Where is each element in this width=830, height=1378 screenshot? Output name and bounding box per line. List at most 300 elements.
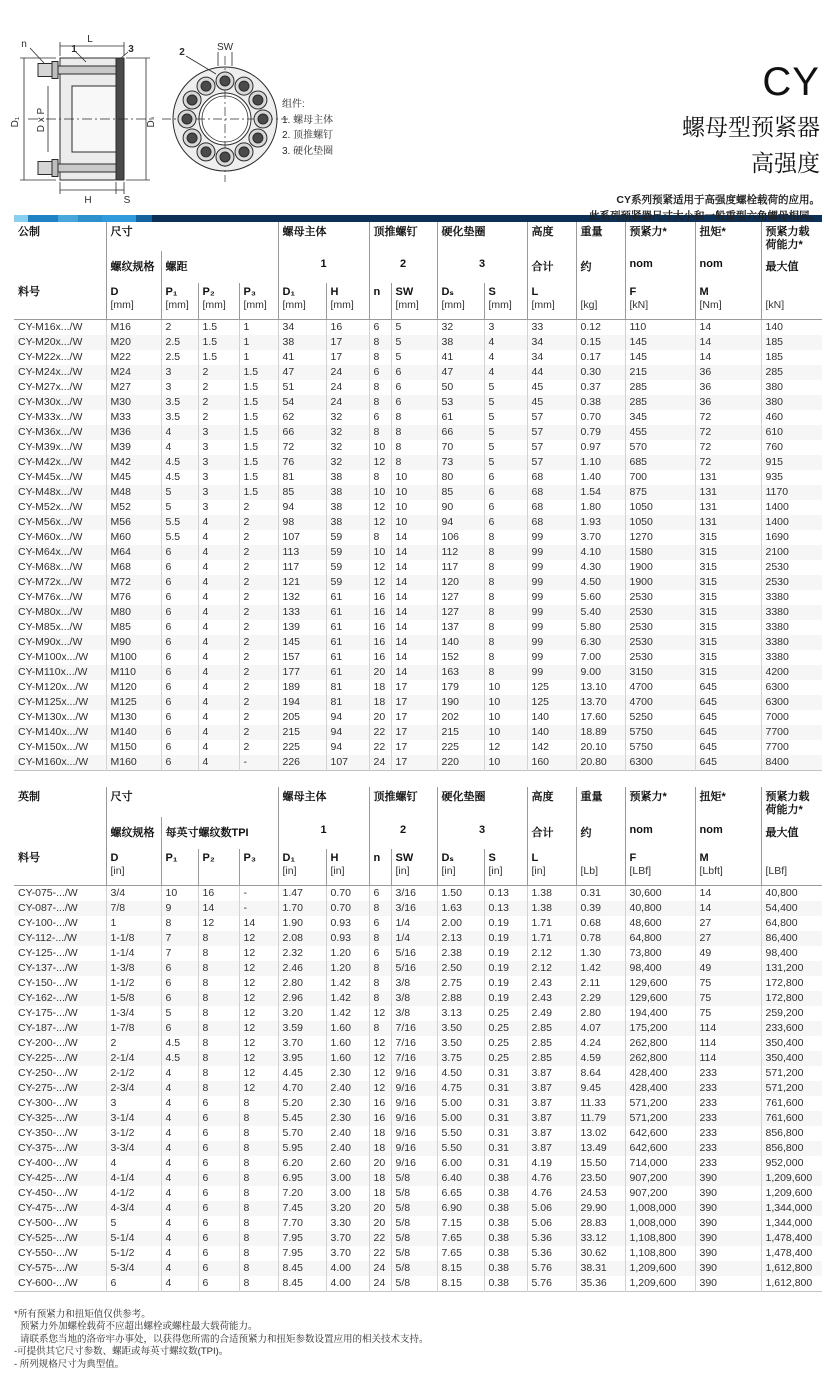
value-cell: 68 <box>527 500 576 515</box>
jackbolt-icon <box>201 147 211 157</box>
value-cell: 350,400 <box>761 1051 822 1066</box>
value-cell: 390 <box>695 1231 761 1246</box>
column-header: H [in] <box>326 849 369 886</box>
part-number-cell: CY-M45x.../W <box>18 471 83 484</box>
value-cell: 8 <box>198 1036 239 1051</box>
value-cell: 4 <box>161 1111 198 1126</box>
value-cell: 72 <box>695 425 761 440</box>
value-cell: 3-1/4 <box>106 1111 161 1126</box>
value-cell: 6.30 <box>576 635 625 650</box>
column-header: P₁ <box>161 849 198 886</box>
value-cell: 10 <box>484 755 527 771</box>
value-cell: 3.20 <box>278 1006 326 1021</box>
value-cell: 390 <box>695 1246 761 1261</box>
part-number-cell: CY-150-.../W <box>18 976 78 989</box>
value-cell: 2530 <box>625 605 695 620</box>
column-header: nom <box>625 817 695 849</box>
value-cell: 41 <box>437 350 484 365</box>
value-cell: 125 <box>527 695 576 710</box>
column-header <box>14 817 106 849</box>
value-cell: 2 <box>198 410 239 425</box>
value-cell: 8.15 <box>437 1276 484 1292</box>
value-cell: 5.40 <box>576 605 625 620</box>
value-cell: 38.31 <box>576 1261 625 1276</box>
value-cell: 14 <box>391 530 437 545</box>
value-cell: 8 <box>369 931 391 946</box>
value-cell: 8 <box>484 545 527 560</box>
title-block <box>589 62 820 225</box>
value-cell: 190 <box>437 695 484 710</box>
value-cell: 6 <box>161 1021 198 1036</box>
value-cell: 262,800 <box>625 1051 695 1066</box>
value-cell: 64,800 <box>761 916 822 931</box>
value-cell: 8 <box>239 1246 278 1261</box>
value-cell: 14 <box>391 575 437 590</box>
value-cell: 225 <box>437 740 484 755</box>
value-cell: 5 <box>484 440 527 455</box>
value-cell: 8 <box>484 650 527 665</box>
value-cell: 5.80 <box>576 620 625 635</box>
value-cell: 4 <box>161 1216 198 1231</box>
value-cell: 30,600 <box>625 885 695 901</box>
value-cell: 18 <box>369 680 391 695</box>
value-cell: 17.60 <box>576 710 625 725</box>
value-cell: M39 <box>106 440 161 455</box>
dim-label-H: H <box>84 195 92 206</box>
value-cell: 125 <box>527 680 576 695</box>
value-cell: 0.38 <box>484 1216 527 1231</box>
value-cell: 4 <box>198 590 239 605</box>
column-header: 重量 <box>576 222 625 251</box>
value-cell: 5750 <box>625 725 695 740</box>
value-cell: 40,800 <box>761 885 822 901</box>
value-cell: 1.38 <box>527 901 576 916</box>
value-cell: 8 <box>369 335 391 350</box>
value-cell: 99 <box>527 605 576 620</box>
value-cell: 17 <box>391 740 437 755</box>
value-cell: 4.00 <box>326 1276 369 1292</box>
table-row <box>14 740 822 755</box>
value-cell: 4.70 <box>278 1081 326 1096</box>
value-cell: 8 <box>369 1021 391 1036</box>
value-cell: 2.00 <box>437 916 484 931</box>
value-cell: 54,400 <box>761 901 822 916</box>
value-cell: 5.60 <box>576 590 625 605</box>
value-cell: 1.5 <box>239 455 278 470</box>
value-cell: M36 <box>106 425 161 440</box>
value-cell: 3380 <box>761 635 822 650</box>
value-cell: 1-3/8 <box>106 961 161 976</box>
value-cell: 2.80 <box>278 976 326 991</box>
table-row <box>14 1171 822 1186</box>
value-cell: 8 <box>198 1051 239 1066</box>
column-header: 1 <box>278 251 369 283</box>
value-cell: 3.30 <box>326 1216 369 1231</box>
value-cell: 4.00 <box>326 1261 369 1276</box>
value-cell: 12 <box>239 1066 278 1081</box>
value-cell: 3/8 <box>391 991 437 1006</box>
value-cell: 3-3/4 <box>106 1141 161 1156</box>
part-number-cell: CY-175-.../W <box>18 1006 78 1019</box>
value-cell: 51 <box>278 380 326 395</box>
value-cell: 13.70 <box>576 695 625 710</box>
value-cell: 5 <box>484 410 527 425</box>
legend-item: 3. 硬化垫圈 <box>282 145 334 157</box>
value-cell: 94 <box>326 725 369 740</box>
value-cell: M64 <box>106 545 161 560</box>
value-cell: 2 <box>239 665 278 680</box>
value-cell: 0.38 <box>484 1231 527 1246</box>
diagram-legend <box>282 97 333 159</box>
table-row <box>14 500 822 515</box>
part-label-3: 3 <box>128 44 134 55</box>
value-cell: 4 <box>198 650 239 665</box>
part-number-cell: CY-300-.../W <box>18 1096 78 1109</box>
column-header: n <box>369 849 391 886</box>
value-cell: 145 <box>625 350 695 365</box>
value-cell: 24 <box>369 1276 391 1292</box>
value-cell: 34 <box>278 320 326 336</box>
value-cell: 7/16 <box>391 1021 437 1036</box>
value-cell: 36 <box>695 395 761 410</box>
front-view <box>162 42 288 182</box>
header-row <box>14 283 822 320</box>
part-number-cell: CY-M20x.../W <box>18 336 83 349</box>
column-header: 螺纹规格 <box>106 251 161 283</box>
column-header: 尺寸 <box>106 787 278 816</box>
part-number-cell: CY-M60x.../W <box>18 531 83 544</box>
value-cell: 20.10 <box>576 740 625 755</box>
value-cell: 952,000 <box>761 1156 822 1171</box>
column-header: D₁ [mm] <box>278 283 326 320</box>
value-cell: 2 <box>161 320 198 336</box>
value-cell: 5/8 <box>391 1261 437 1276</box>
value-cell: 73,800 <box>625 946 695 961</box>
value-cell: 32 <box>326 440 369 455</box>
value-cell: 2-1/2 <box>106 1066 161 1081</box>
column-header: P₂ <box>198 849 239 886</box>
value-cell: 20 <box>369 1156 391 1171</box>
value-cell: 1.5 <box>198 320 239 336</box>
description-line-2: 此系列预紧器尺寸大小和一般重型六角螺母相同。 <box>589 209 820 222</box>
value-cell: 390 <box>695 1201 761 1216</box>
value-cell: 6300 <box>625 755 695 771</box>
value-cell: 6 <box>198 1141 239 1156</box>
table-row <box>14 991 822 1006</box>
value-cell: 6 <box>161 605 198 620</box>
value-cell: 3 <box>198 440 239 455</box>
value-cell: 2.40 <box>326 1141 369 1156</box>
dim-label-DxP: D x P <box>36 107 47 133</box>
value-cell: 175,200 <box>625 1021 695 1036</box>
value-cell: 2530 <box>625 620 695 635</box>
table-row <box>14 1141 822 1156</box>
value-cell: 6 <box>161 740 198 755</box>
value-cell: 0.31 <box>484 1081 527 1096</box>
value-cell: 1,478,400 <box>761 1246 822 1261</box>
part-number-cell: CY-400-.../W <box>18 1156 78 1169</box>
value-cell: 17 <box>326 335 369 350</box>
value-cell: 8 <box>369 350 391 365</box>
accent-bar-segment <box>102 215 136 222</box>
part-number-cell: CY-125-.../W <box>18 946 78 959</box>
part-number-cell: CY-162-.../W <box>18 991 78 1004</box>
value-cell: 7/16 <box>391 1051 437 1066</box>
value-cell: 4 <box>198 725 239 740</box>
value-cell: 20 <box>369 1201 391 1216</box>
value-cell: 140 <box>527 725 576 740</box>
value-cell: 460 <box>761 410 822 425</box>
value-cell: 0.31 <box>484 1096 527 1111</box>
table-row <box>14 605 822 620</box>
jackbolt-shaft <box>58 66 116 74</box>
part-number-cell: CY-137-.../W <box>18 961 78 974</box>
value-cell: 220 <box>437 755 484 771</box>
value-cell: 3.87 <box>527 1096 576 1111</box>
value-cell: 350,400 <box>761 1036 822 1051</box>
value-cell: 315 <box>695 575 761 590</box>
value-cell: 163 <box>437 665 484 680</box>
accent-bar-segment <box>58 215 78 222</box>
value-cell: 4.45 <box>278 1066 326 1081</box>
value-cell: 6300 <box>761 680 822 695</box>
value-cell: 12 <box>239 1021 278 1036</box>
column-header: 螺母主体 <box>278 222 369 251</box>
value-cell: 5 <box>391 350 437 365</box>
value-cell: 12 <box>369 575 391 590</box>
value-cell: 3.00 <box>326 1171 369 1186</box>
value-cell: 12 <box>369 1006 391 1021</box>
value-cell: 1.5 <box>239 365 278 380</box>
value-cell: 1,008,000 <box>625 1201 695 1216</box>
footnote-line: -可提供其它尺寸参数、螺距或每英寸螺纹数(TPI)。 <box>14 1346 229 1358</box>
value-cell: 72 <box>278 440 326 455</box>
value-cell: 3.00 <box>326 1186 369 1201</box>
column-header: 预紧力载荷能力* <box>761 787 822 816</box>
part-number-cell: CY-112-.../W <box>18 931 77 944</box>
value-cell: 185 <box>761 335 822 350</box>
value-cell: 4 <box>161 1186 198 1201</box>
value-cell: 94 <box>326 740 369 755</box>
value-cell: 10 <box>391 515 437 530</box>
value-cell: 4 <box>198 530 239 545</box>
value-cell: M48 <box>106 485 161 500</box>
value-cell: 10 <box>484 710 527 725</box>
table-row <box>14 380 822 395</box>
value-cell: 14 <box>391 560 437 575</box>
value-cell: 1 <box>239 335 278 350</box>
value-cell: 571,200 <box>625 1111 695 1126</box>
value-cell: 1.5 <box>198 350 239 365</box>
value-cell: 8 <box>239 1216 278 1231</box>
value-cell: 5750 <box>625 740 695 755</box>
value-cell: 145 <box>625 335 695 350</box>
value-cell: 8 <box>369 380 391 395</box>
jackbolt-icon <box>239 81 249 91</box>
value-cell: 4700 <box>625 680 695 695</box>
part-number-cell: CY-550-.../W <box>18 1246 78 1259</box>
value-cell: 2.38 <box>437 946 484 961</box>
column-header: 扭矩* <box>695 222 761 251</box>
value-cell: 6 <box>161 695 198 710</box>
value-cell: 49 <box>695 961 761 976</box>
value-cell: 4 <box>161 1156 198 1171</box>
table-row <box>14 590 822 605</box>
value-cell: 140 <box>437 635 484 650</box>
value-cell: 34 <box>527 335 576 350</box>
value-cell: 9/16 <box>391 1081 437 1096</box>
value-cell: 2100 <box>761 545 822 560</box>
column-header: M [Nm] <box>695 283 761 320</box>
value-cell: 8 <box>198 931 239 946</box>
value-cell: 7 <box>161 946 198 961</box>
accent-bar-segment <box>28 215 58 222</box>
value-cell: 3.5 <box>161 395 198 410</box>
value-cell: 27 <box>695 916 761 931</box>
value-cell: 5.76 <box>527 1276 576 1292</box>
value-cell: 12 <box>484 740 527 755</box>
column-header: P₂ [mm] <box>198 283 239 320</box>
value-cell: 1 <box>239 320 278 336</box>
table-row <box>14 695 822 710</box>
value-cell: 7.95 <box>278 1246 326 1261</box>
value-cell: 0.39 <box>576 901 625 916</box>
value-cell: 10 <box>369 440 391 455</box>
value-cell: 4.5 <box>161 470 198 485</box>
value-cell: 36 <box>695 380 761 395</box>
value-cell: 4.5 <box>161 1051 198 1066</box>
value-cell: 8 <box>369 530 391 545</box>
value-cell: M125 <box>106 695 161 710</box>
value-cell: 10 <box>369 545 391 560</box>
value-cell: 315 <box>695 650 761 665</box>
value-cell: 62 <box>278 410 326 425</box>
value-cell: 5.50 <box>437 1141 484 1156</box>
jackbolt-icon <box>253 95 263 105</box>
table-row <box>14 575 822 590</box>
table-row <box>14 946 822 961</box>
value-cell: 6300 <box>761 695 822 710</box>
value-cell: 9/16 <box>391 1156 437 1171</box>
value-cell: 106 <box>437 530 484 545</box>
table-row <box>14 1096 822 1111</box>
value-cell: 2 <box>198 380 239 395</box>
part-number-cell: CY-M125x.../W <box>18 696 89 709</box>
value-cell: 0.79 <box>576 425 625 440</box>
value-cell: 59 <box>326 530 369 545</box>
value-cell: 12 <box>239 991 278 1006</box>
table-row <box>14 680 822 695</box>
value-cell: 8 <box>369 976 391 991</box>
value-cell: 2.50 <box>437 961 484 976</box>
value-cell: 14 <box>695 901 761 916</box>
value-cell: 22 <box>369 740 391 755</box>
value-cell: 1.42 <box>326 991 369 1006</box>
value-cell: 16 <box>369 1111 391 1126</box>
value-cell: 1.60 <box>326 1051 369 1066</box>
value-cell: 5/8 <box>391 1201 437 1216</box>
value-cell: 645 <box>695 680 761 695</box>
value-cell: 1.50 <box>437 885 484 901</box>
value-cell: 4 <box>484 365 527 380</box>
value-cell: 6 <box>161 545 198 560</box>
value-cell: 16 <box>198 885 239 901</box>
value-cell: 761,600 <box>761 1096 822 1111</box>
value-cell: 645 <box>695 755 761 771</box>
value-cell: 120 <box>437 575 484 590</box>
value-cell: 13.49 <box>576 1141 625 1156</box>
column-header: 螺距 <box>161 251 278 283</box>
value-cell: 0.38 <box>484 1276 527 1292</box>
value-cell: 27 <box>695 931 761 946</box>
value-cell: 75 <box>695 1006 761 1021</box>
value-cell: 8 <box>391 440 437 455</box>
value-cell: 4 <box>161 1081 198 1096</box>
column-header: 最大值 <box>761 251 822 283</box>
value-cell: 121 <box>278 575 326 590</box>
value-cell: 285 <box>625 380 695 395</box>
value-cell: 315 <box>695 665 761 680</box>
value-cell: 233 <box>695 1066 761 1081</box>
value-cell: 11.79 <box>576 1111 625 1126</box>
value-cell: 6 <box>369 410 391 425</box>
value-cell: 1.20 <box>326 946 369 961</box>
value-cell: 114 <box>695 1051 761 1066</box>
value-cell: 140 <box>527 710 576 725</box>
value-cell: 194 <box>278 695 326 710</box>
value-cell: 99 <box>527 635 576 650</box>
part-number-cell: CY-100-.../W <box>18 916 78 929</box>
value-cell: 3.13 <box>437 1006 484 1021</box>
value-cell: 8 <box>369 961 391 976</box>
column-header: SW [mm] <box>391 283 437 320</box>
value-cell: 5 <box>161 500 198 515</box>
value-cell: 1.93 <box>576 515 625 530</box>
value-cell: 570 <box>625 440 695 455</box>
value-cell: 0.19 <box>484 961 527 976</box>
value-cell: 6 <box>369 365 391 380</box>
part-number-cell: CY-M56x.../W <box>18 516 83 529</box>
value-cell: 4-1/4 <box>106 1171 161 1186</box>
value-cell: 1050 <box>625 500 695 515</box>
value-cell: M24 <box>106 365 161 380</box>
value-cell: 0.19 <box>484 946 527 961</box>
value-cell: 8 <box>239 1231 278 1246</box>
value-cell: M20 <box>106 335 161 350</box>
value-cell: 1-7/8 <box>106 1021 161 1036</box>
jackbolt-icon <box>258 114 268 124</box>
value-cell: 24 <box>326 365 369 380</box>
value-cell: 4 <box>161 1171 198 1186</box>
value-cell: 4-3/4 <box>106 1201 161 1216</box>
value-cell: 4 <box>198 665 239 680</box>
value-cell: 81 <box>278 470 326 485</box>
value-cell: 129,600 <box>625 976 695 991</box>
value-cell: 935 <box>761 470 822 485</box>
value-cell: 390 <box>695 1276 761 1292</box>
value-cell: M150 <box>106 740 161 755</box>
value-cell: 0.13 <box>484 901 527 916</box>
value-cell: 2 <box>239 500 278 515</box>
value-cell: 41 <box>278 350 326 365</box>
value-cell: 10 <box>484 695 527 710</box>
value-cell: 8 <box>239 1186 278 1201</box>
value-cell: 8 <box>198 1021 239 1036</box>
value-cell: 6 <box>161 590 198 605</box>
value-cell: 6 <box>391 380 437 395</box>
value-cell: 390 <box>695 1261 761 1276</box>
value-cell: 9/16 <box>391 1066 437 1081</box>
